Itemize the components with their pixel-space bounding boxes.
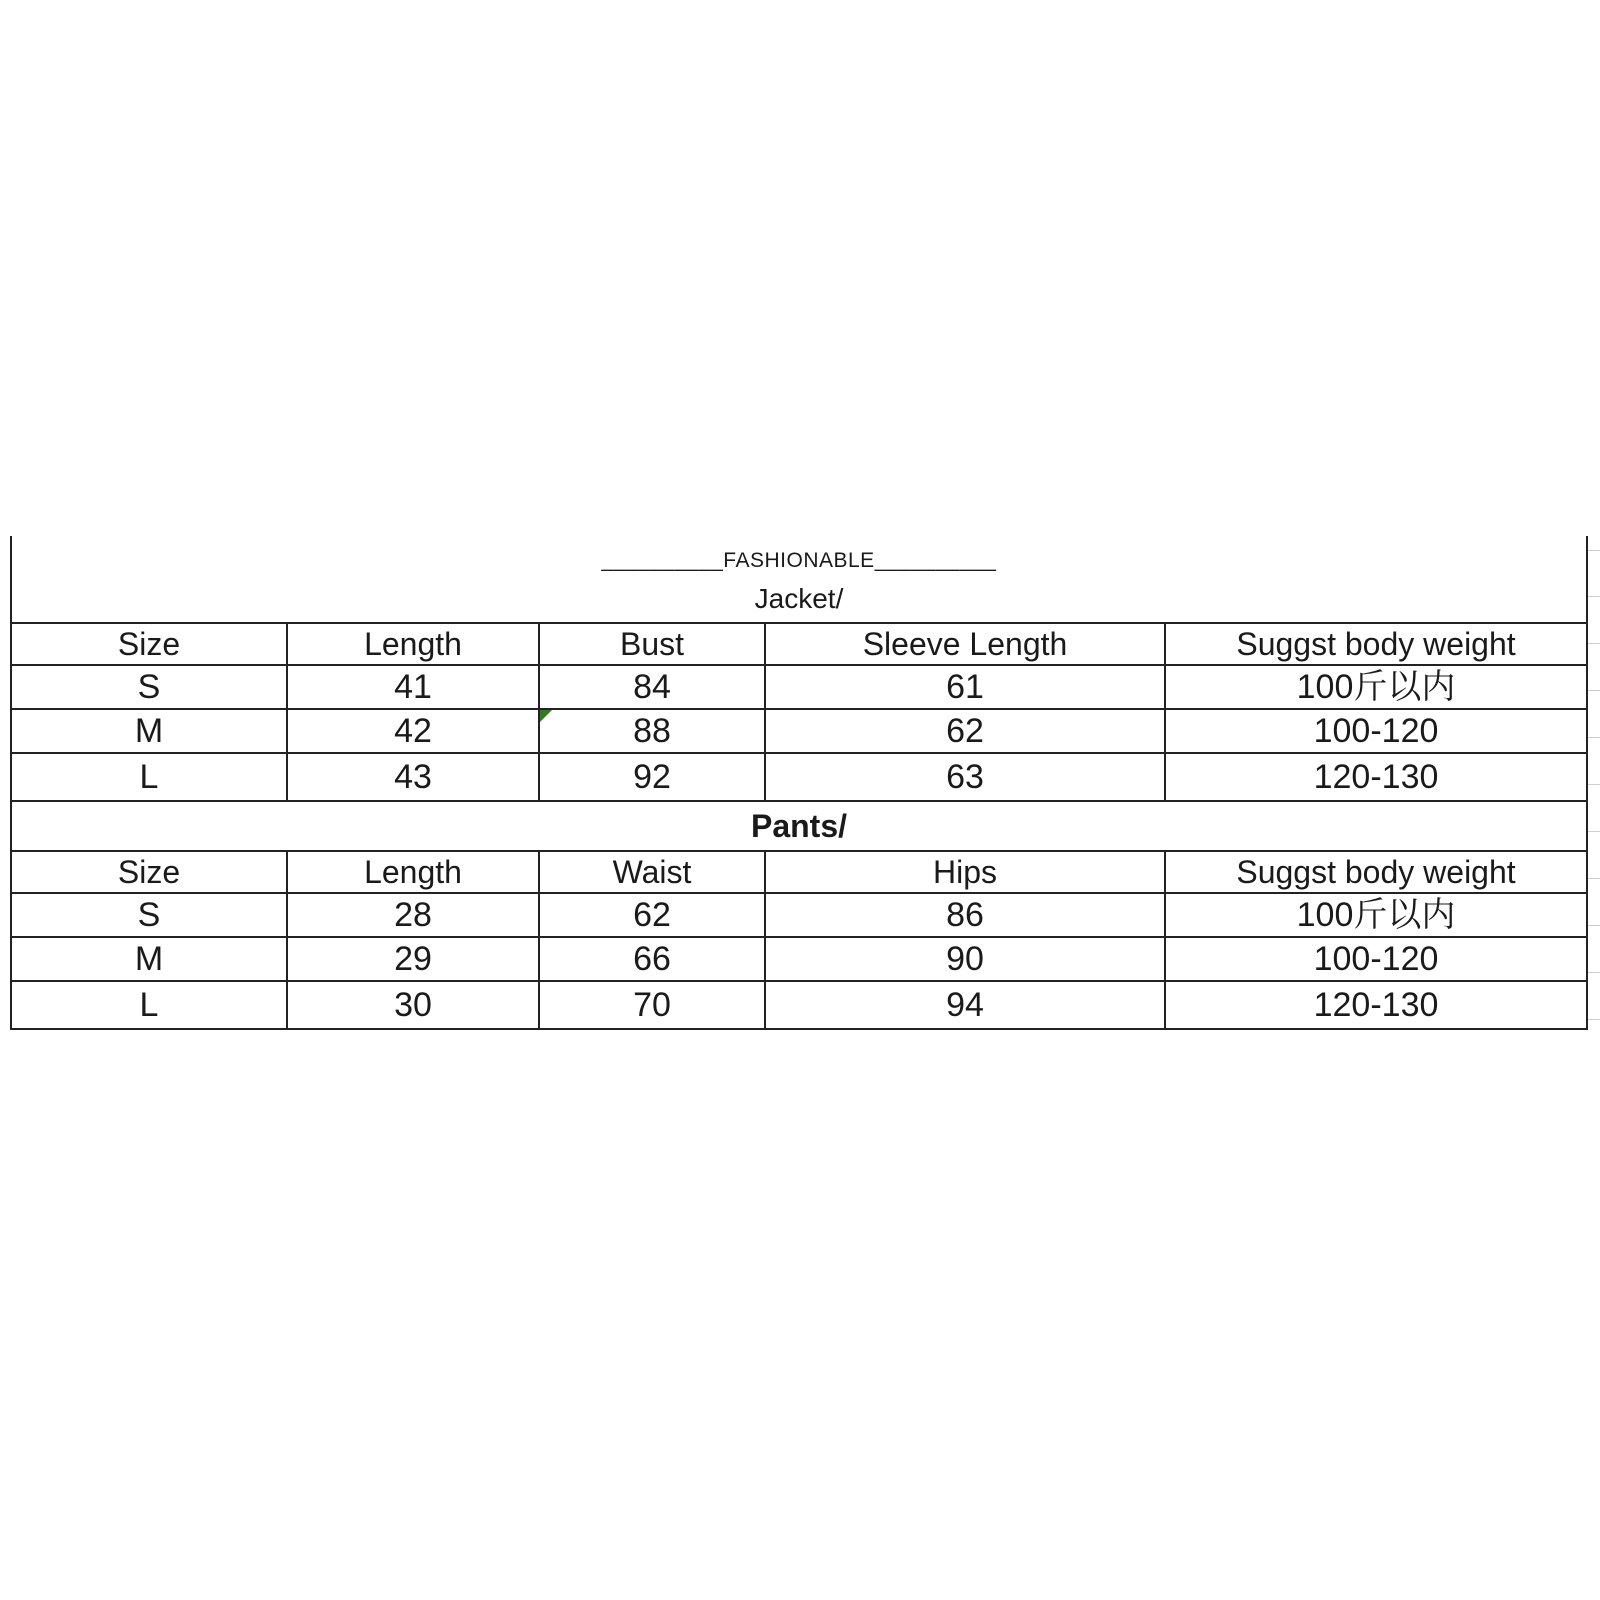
- table-cell: S: [11, 893, 287, 937]
- column-header: Bust: [539, 623, 765, 665]
- table-cell: 29: [287, 937, 539, 981]
- cell-comment-marker: [540, 710, 552, 722]
- table-cell: L: [11, 981, 287, 1029]
- column-header: Size: [11, 851, 287, 893]
- table-row: [11, 981, 1587, 1029]
- gridline: [1588, 878, 1600, 879]
- pants-section-row: [11, 801, 1587, 851]
- table-cell: M: [11, 937, 287, 981]
- table-cell: L: [11, 753, 287, 801]
- table-cell-value: 88: [633, 712, 671, 750]
- table-cell: [539, 709, 765, 753]
- table-cell: 120-130: [1165, 981, 1587, 1029]
- table-cell: 43: [287, 753, 539, 801]
- gridline: [1588, 596, 1600, 597]
- table-cell: 42: [287, 709, 539, 753]
- table-cell: 41: [287, 665, 539, 709]
- column-header: Hips: [765, 851, 1165, 893]
- gridline: [1588, 831, 1600, 832]
- gridline: [1588, 690, 1600, 691]
- table-cell: 62: [765, 709, 1165, 753]
- column-header: Length: [287, 851, 539, 893]
- column-header: Waist: [539, 851, 765, 893]
- gridline: [1588, 737, 1600, 738]
- table-cell: 100-120: [1165, 709, 1587, 753]
- gridline: [1588, 972, 1600, 973]
- table-row: [11, 893, 1587, 937]
- size-table: [10, 536, 1588, 1030]
- table-cell: 100斤以内: [1165, 665, 1587, 709]
- column-header: Sleeve Length: [765, 623, 1165, 665]
- table-row: [11, 753, 1587, 801]
- table-cell: 94: [765, 981, 1165, 1029]
- gridline: [1588, 925, 1600, 926]
- column-header: Suggst body weight: [1165, 851, 1587, 893]
- pants-section-title: Pants/: [11, 801, 1587, 851]
- table-row: [11, 665, 1587, 709]
- title-row: [11, 536, 1587, 623]
- table-cell: M: [11, 709, 287, 753]
- column-header: Size: [11, 623, 287, 665]
- table-cell: 62: [539, 893, 765, 937]
- jacket-section-title: Jacket/: [754, 582, 844, 614]
- table-cell: 66: [539, 937, 765, 981]
- gridline: [1588, 1019, 1600, 1020]
- table-cell: 63: [765, 753, 1165, 801]
- column-header: Suggst body weight: [1165, 623, 1587, 665]
- table-row: [11, 709, 1587, 753]
- table-cell: 30: [287, 981, 539, 1029]
- table-cell: 90: [765, 937, 1165, 981]
- table-cell: 100-120: [1165, 937, 1587, 981]
- table-cell: 70: [539, 981, 765, 1029]
- column-header: Length: [287, 623, 539, 665]
- table-cell: 100斤以内: [1165, 893, 1587, 937]
- pants-header-row: [11, 851, 1587, 893]
- table-row: [11, 937, 1587, 981]
- table-cell: 28: [287, 893, 539, 937]
- title-cell: [11, 536, 1587, 623]
- table-cell: 84: [539, 665, 765, 709]
- gridline: [1588, 550, 1600, 551]
- table-cell: S: [11, 665, 287, 709]
- table-cell: 86: [765, 893, 1165, 937]
- gridline: [1588, 784, 1600, 785]
- table-cell: 92: [539, 753, 765, 801]
- table-cell: 120-130: [1165, 753, 1587, 801]
- table-cell: 61: [765, 665, 1165, 709]
- brand-title: __________FASHIONABLE__________: [601, 548, 997, 572]
- jacket-header-row: [11, 623, 1587, 665]
- gridline: [1588, 643, 1600, 644]
